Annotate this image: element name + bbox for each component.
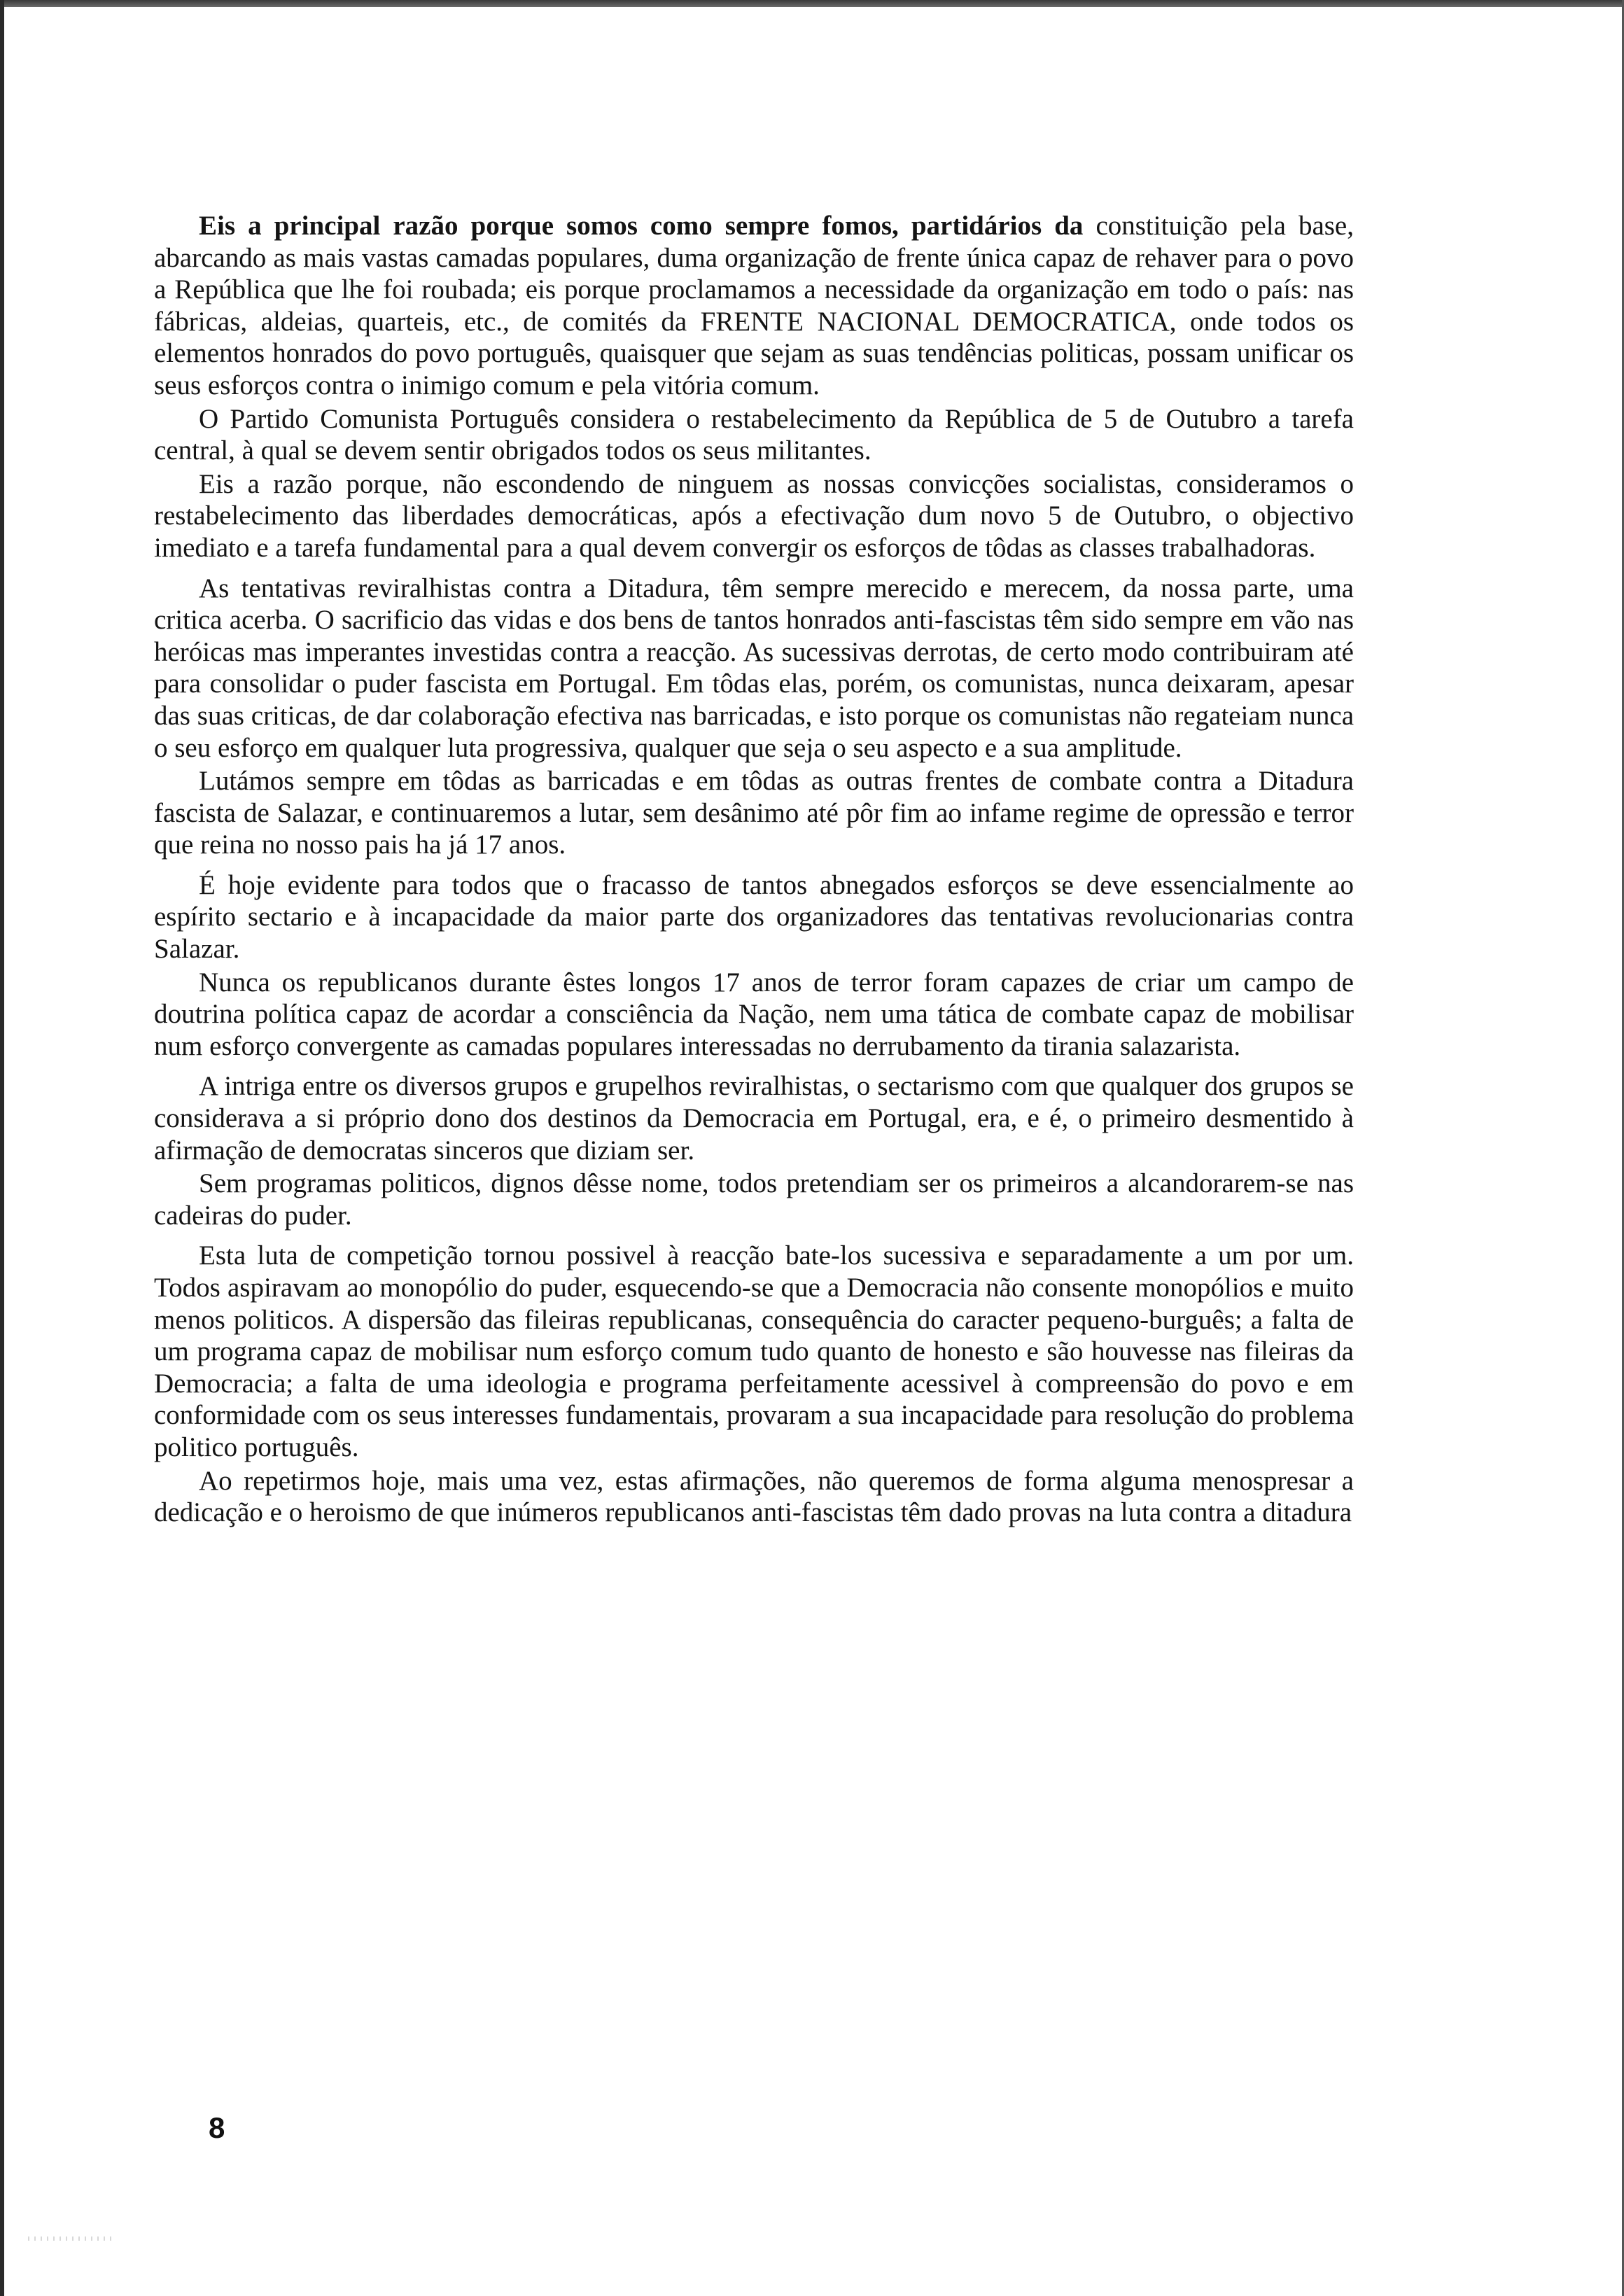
paragraph-11: Ao repetirmos hoje, mais uma vez, estas afirmações, não queremos de forma alguma menospresar a dedicação e o heroismo de que inúmeros republicanos anti-fascistas têm dado provas na luta contra a ditadura [154, 1465, 1354, 1528]
paragraph-6: É hoje evidente para todos que o fracasso de tantos abnegados esforços se deve essencialmente ao espírito sectario e à incapacidade da maior parte dos organizadores das tentativas revolucionarias contra Salazar. [154, 869, 1354, 965]
paragraph-1-lead: Eis a principal razão porque somos como sempre fomos, partidários da [199, 211, 1084, 241]
paragraph-8: A intriga entre os diversos grupos e grupelhos reviralhistas, o sectarismo com que qualquer dos grupos se considerava a si próprio dono dos destinos da Democracia em Portugal, era, e é, o primeiro desmentido à afirmação de democratas sinceros que diziam ser. [154, 1071, 1354, 1166]
scan-top-border [0, 0, 1624, 7]
scan-left-border [0, 0, 4, 2296]
paragraph-7: Nunca os republicanos durante êstes longos 17 anos de terror foram capazes de criar um campo de doutrina política capaz de acordar a consciência da Nação, nem uma tática de combate capaz de mobilisar num esforço convergente as camadas populares interessadas no derrubamento da tirania salazarista. [154, 967, 1354, 1061]
paragraph-10: Esta luta de competição tornou possivel à reacção bate-los sucessiva e separadamente a um por um. Todos aspiravam ao monopólio do puder, esquecendo-se que a Democracia não consente monopólios e muito menos politicos. A dispersão das fileiras republicanas, consequência do caracter pequeno-burguês; a falta de um programa capaz de mobilisar num esforço comum tudo quanto de honesto e são houvesse nas fileiras da Democracia; a falta de uma ideologia e programa perfeitamente acessivel à compreensão do povo e em conformidade com os seus interesses fundamentais, provaram a sua incapacidade para resolução do problema politico português. [154, 1240, 1354, 1462]
page-number: 8 [209, 2111, 225, 2144]
scan-specks [28, 2236, 112, 2241]
paragraph-3: Eis a razão porque, não escondendo de ninguem as nossas convicções socialistas, consideramos o restabelecimento das liberdades democráticas, após a efectivação dum novo 5 de Outubro, o objectivo imediato e a tarefa fundamental para a qual devem convergir os esforços de tôdas as classes trabalhadoras. [154, 468, 1354, 563]
paragraph-4: As tentativas reviralhistas contra a Ditadura, têm sempre merecido e merecem, da nossa parte, uma critica acerba. O sacrificio das vidas e dos bens de tantos honrados anti-fascistas têm sido sempre em vão nas heróicas mas imperantes investidas contra a reacção. As sucessivas derrotas, de certo modo contribuiram até para consolidar o puder fascista em Portugal. Em tôdas elas, porém, os comunistas, nunca deixaram, apesar das suas criticas, de dar colaboração efectiva nas barricadas, e isto porque os comunistas não regateiam nunca o seu esforço em qualquer luta progressiva, qualquer que seja o seu aspecto e a sua amplitude. [154, 573, 1354, 763]
paragraph-1 [154, 210, 1354, 402]
paragraph-2: O Partido Comunista Português considera o restabelecimento da República de 5 de Outubro a tarefa central, à qual se devem sentir obrigados todos os seus militantes. [154, 403, 1354, 466]
paragraph-9: Sem programas politicos, dignos dêsse nome, todos pretendiam ser os primeiros a alcandorarem-se nas cadeiras do puder. [154, 1168, 1354, 1231]
paragraph-5: Lutámos sempre em tôdas as barricadas e em tôdas as outras frentes de combate contra a Ditadura fascista de Salazar, e continuaremos a lutar, sem desânimo até pôr fim ao infame regime de opressão e terror que reina no nosso pais ha já 17 anos. [154, 766, 1354, 860]
page-body-text [154, 210, 1354, 1530]
paragraph-1-text: constituição pela base, abarcando as mais vastas camadas populares, duma organização de frente única capaz de rehaver para o povo a República que lhe foi roubada; eis porque proclamamos a necessidade da organização em todo o país: nas fábricas, aldeias, quarteis, etc., de comités da FRENTE NACIONAL DEMOCRATICA, onde todos os elementos honrados do povo português, quaisquer que sejam as suas tendências politicas, possam unificar os seus esforços contra o inimigo comum e pela vitória comum. [154, 211, 1354, 400]
